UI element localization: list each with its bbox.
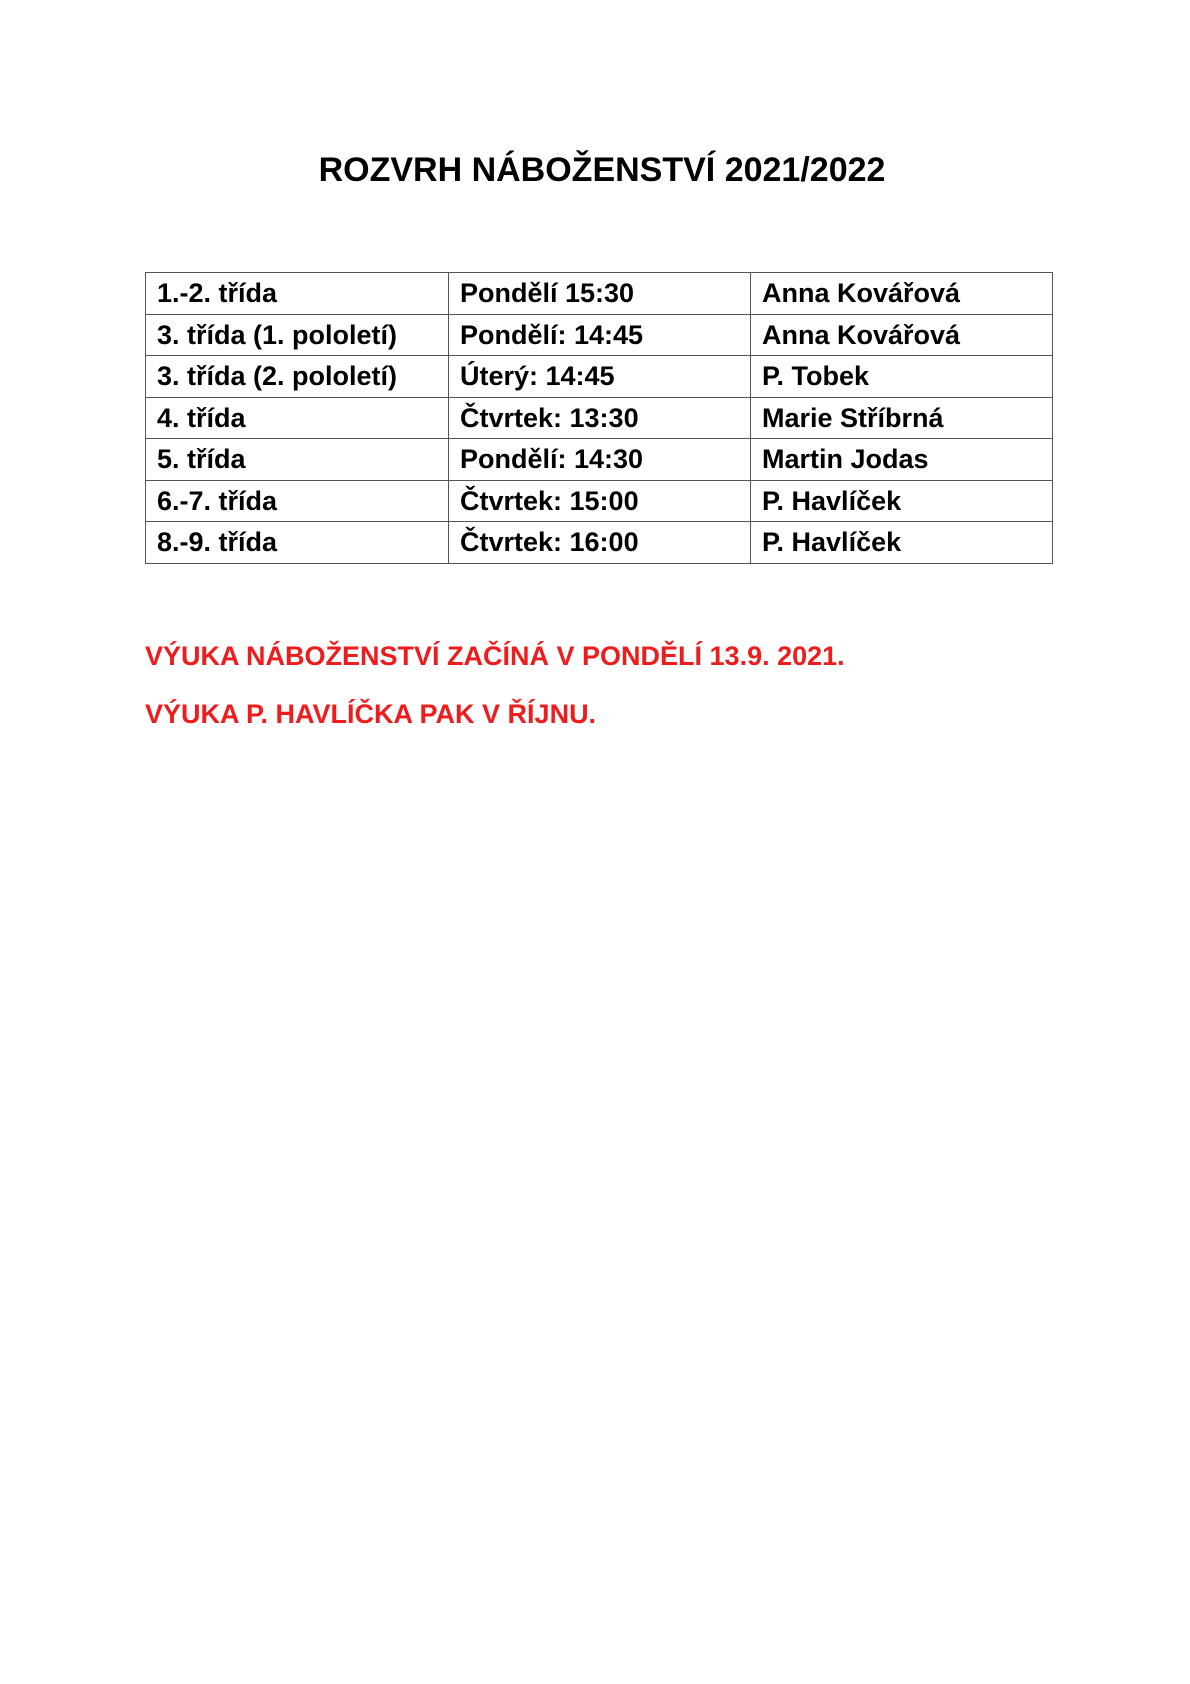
table-row [146,273,1053,315]
table-row [146,314,1053,356]
class-cell: 1.-2. třída [146,273,449,315]
teacher-cell: Martin Jodas [751,439,1053,481]
table-row [146,397,1053,439]
class-cell: 6.-7. třída [146,480,449,522]
teacher-cell: Anna Kovářová [751,314,1053,356]
start-date-notice: VÝUKA NÁBOŽENSTVÍ ZAČÍNÁ V PONDĚLÍ 13.9. 2021. [145,641,845,671]
time-cell: Pondělí 15:30 [449,273,751,315]
time-cell: Čtvrtek: 16:00 [449,522,751,564]
teacher-cell: P. Tobek [751,356,1053,398]
teacher-cell: P. Havlíček [751,480,1053,522]
table-row [146,356,1053,398]
class-cell: 3. třída (2. pololetí) [146,356,449,398]
table-row [146,439,1053,481]
havlicek-notice: VÝUKA P. HAVLÍČKA PAK V ŘÍJNU. [145,699,597,729]
time-cell: Pondělí: 14:45 [449,314,751,356]
class-cell: 3. třída (1. pololetí) [146,314,449,356]
teacher-cell: Anna Kovářová [751,273,1053,315]
teacher-cell: Marie Stříbrná [751,397,1053,439]
time-cell: Čtvrtek: 15:00 [449,480,751,522]
time-cell: Pondělí: 14:30 [449,439,751,481]
table-row [146,480,1053,522]
page-title: ROZVRH NÁBOŽENSTVÍ 2021/2022 [318,151,886,189]
teacher-cell: P. Havlíček [751,522,1053,564]
schedule-table [145,272,1053,564]
class-cell: 5. třída [146,439,449,481]
time-cell: Čtvrtek: 13:30 [449,397,751,439]
class-cell: 8.-9. třída [146,522,449,564]
class-cell: 4. třída [146,397,449,439]
table-row [146,522,1053,564]
time-cell: Úterý: 14:45 [449,356,751,398]
